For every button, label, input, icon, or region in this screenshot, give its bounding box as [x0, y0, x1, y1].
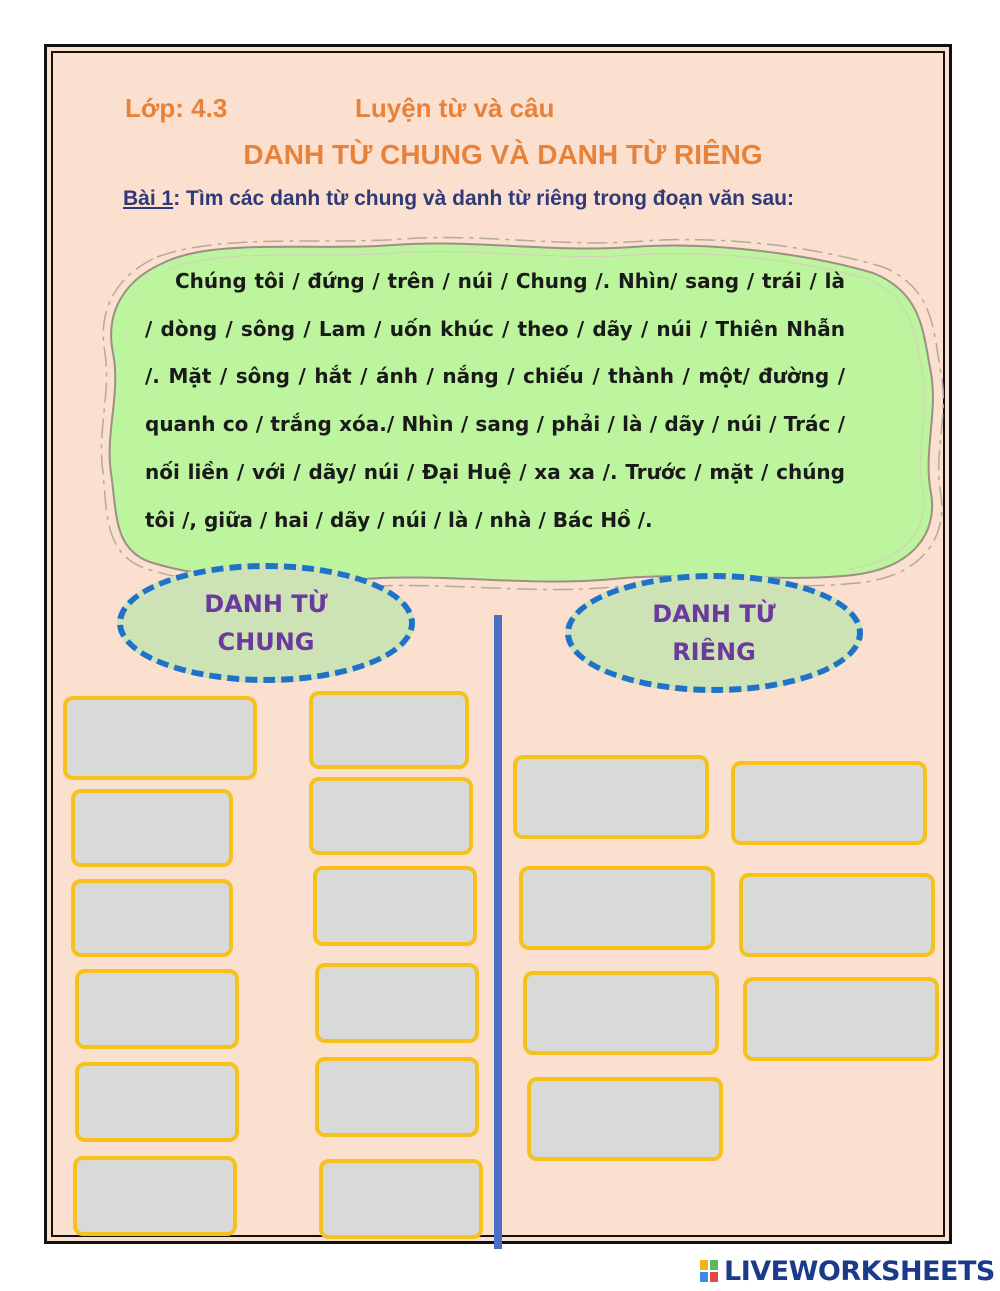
- proper-answer-box[interactable]: [523, 971, 719, 1055]
- task-text: : Tìm các danh từ chung và danh từ riêng trong đoạn văn sau:: [173, 187, 795, 210]
- common-answer-box[interactable]: [75, 969, 239, 1049]
- liveworksheets-logo: [700, 1256, 995, 1286]
- worksheet-inner-border: [51, 51, 945, 1237]
- task-number: Bài 1: [123, 187, 174, 210]
- common-answer-box[interactable]: [71, 879, 233, 957]
- common-noun-text: DANH TỪ CHUNG: [204, 590, 328, 656]
- common-answer-box[interactable]: [71, 789, 233, 867]
- brand-text: LIVEWORKSHEETS: [724, 1255, 995, 1287]
- lesson-label: Luyện từ và câu: [355, 93, 555, 123]
- passage-text: Chúng tôi / đứng / trên / núi / Chung /. Nhìn/ sang / trái / là / dòng / sông / Lam / uốn khúc / theo / dãy / núi / Thiên Nhẫn /. Mặt / sông / hắt / ánh / nắng / chiếu / thành / một/ đường / quanh co / trắng xóa./ Nhìn / sang / phải / là / dãy / núi / Trác / nối liền / với / dãy/ núi / Đại Huệ / xa xa /. Trước / mặt / chúng tôi /, giữa / hai / dãy / núi / là / nhà / Bác Hồ /.: [145, 269, 845, 532]
- proper-answer-box[interactable]: [527, 1077, 723, 1161]
- proper-answer-box[interactable]: [731, 761, 927, 845]
- proper-answer-box[interactable]: [739, 873, 935, 957]
- common-answer-box[interactable]: [63, 696, 257, 780]
- common-answer-box[interactable]: [315, 963, 479, 1043]
- class-label: Lớp: 4.3: [125, 93, 228, 123]
- common-answer-box[interactable]: [75, 1062, 239, 1142]
- common-answer-box[interactable]: [309, 691, 469, 769]
- worksheet-page: [44, 44, 952, 1244]
- task-instruction: [123, 187, 794, 211]
- common-answer-box[interactable]: [313, 866, 477, 946]
- common-answer-box[interactable]: [309, 777, 473, 855]
- proper-noun-text: DANH TỪ RIÊNG: [652, 600, 776, 666]
- proper-answer-box[interactable]: [743, 977, 939, 1061]
- common-answer-box[interactable]: [319, 1159, 483, 1239]
- worksheet-title: DANH TỪ CHUNG VÀ DANH TỪ RIÊNG: [243, 139, 763, 170]
- common-noun-label: [117, 563, 415, 683]
- liveworksheets-icon: [700, 1260, 720, 1282]
- column-divider: [494, 615, 502, 1249]
- proper-answer-box[interactable]: [513, 755, 709, 839]
- common-answer-box[interactable]: [315, 1057, 479, 1137]
- common-answer-box[interactable]: [73, 1156, 237, 1236]
- proper-noun-label: [565, 573, 863, 693]
- proper-answer-box[interactable]: [519, 866, 715, 950]
